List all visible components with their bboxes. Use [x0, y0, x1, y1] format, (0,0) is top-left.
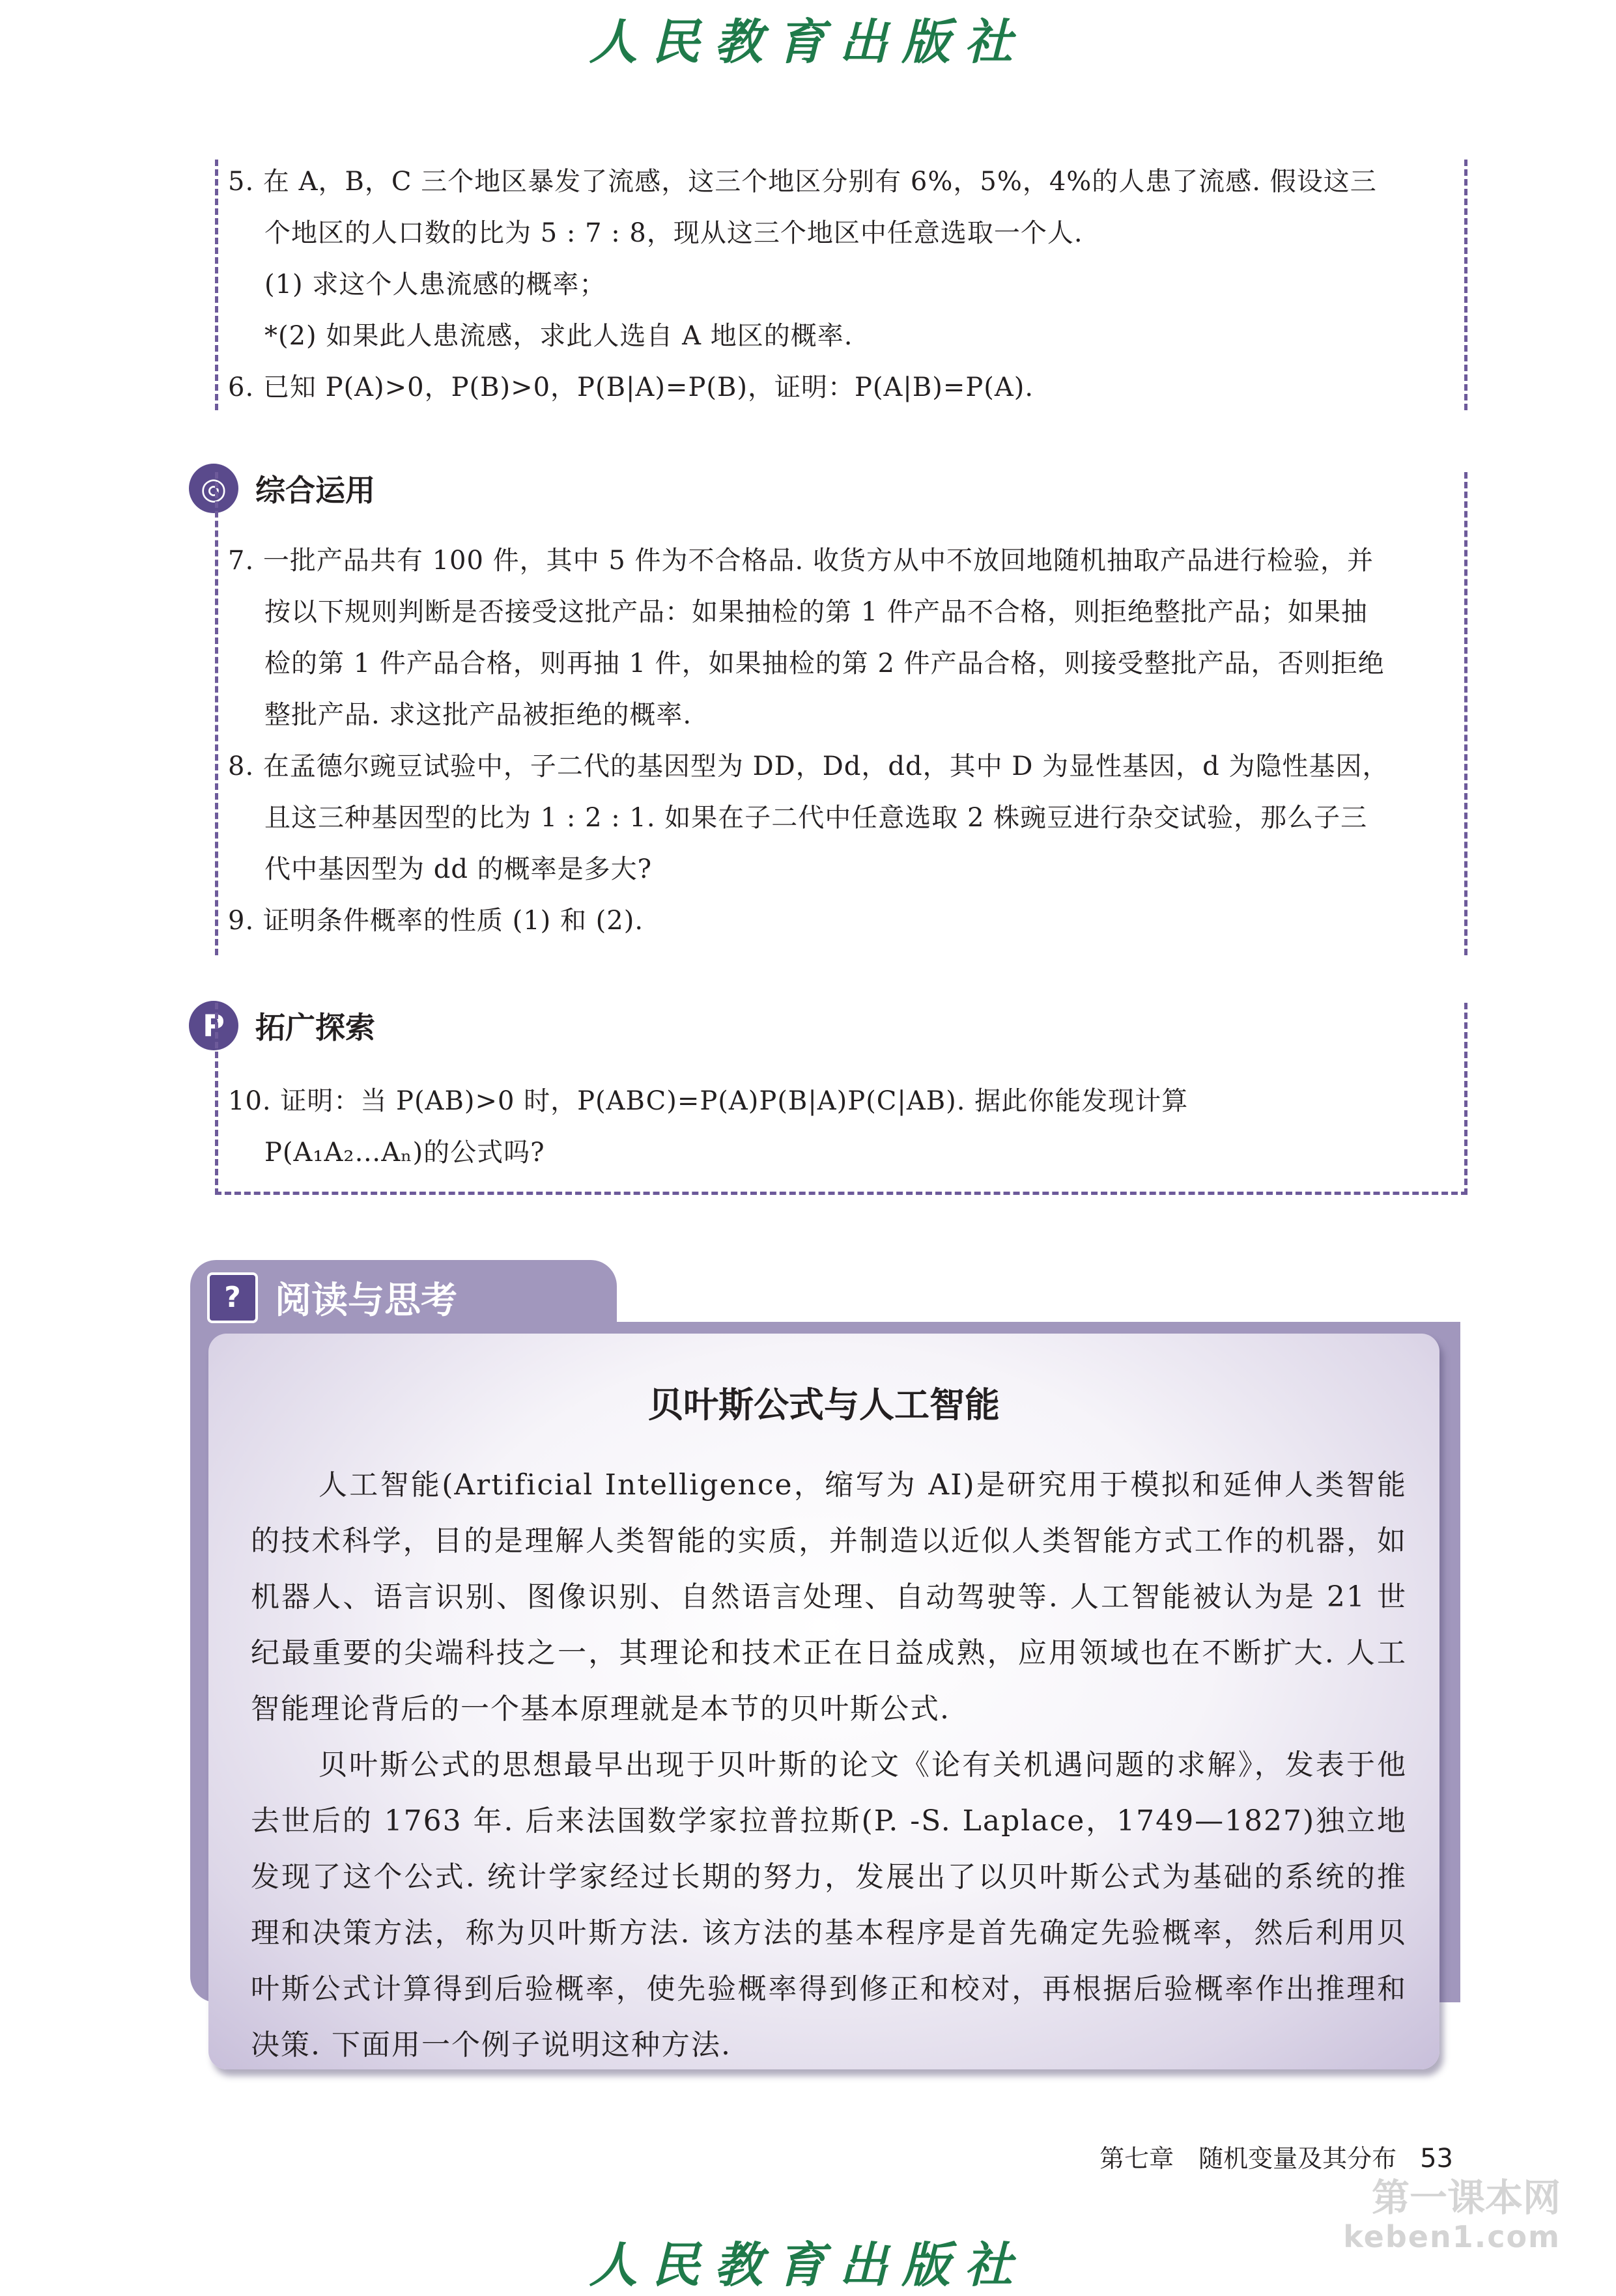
- publisher-logo-top: 人民教育出版社: [589, 14, 1027, 70]
- site-watermark-en: keben1.com: [1343, 2219, 1561, 2254]
- question-9: 9. 证明条件概率的性质 (1) 和 (2).: [228, 906, 644, 936]
- question-7-line-3: 检的第 1 件产品合格，则再抽 1 件，如果抽检的第 2 件产品合格，则接受整批产品，否则拒绝: [264, 649, 1385, 679]
- page-number: 53: [1420, 2144, 1453, 2174]
- site-watermark-cn: 第一课本网: [1371, 2176, 1561, 2220]
- section-badge-icon: P: [189, 1001, 238, 1050]
- section-badge-icon: ◎: [189, 464, 238, 513]
- reading-title: 贝叶斯公式与人工智能: [648, 1384, 1000, 1425]
- question-10-line-1: 10. 证明：当 P(AB)>0 时，P(ABC)=P(A)P(B|A)P(C|AB). 据此你能发现计算: [228, 1086, 1189, 1116]
- question-7-line-2: 按以下规则判断是否接受这批产品：如果抽检的第 1 件产品不合格，则拒绝整批产品；如果抽: [264, 597, 1368, 627]
- question-book-icon: ?: [207, 1272, 258, 1323]
- question-7-line-4: 整批产品. 求这批产品被拒绝的概率.: [264, 700, 692, 730]
- question-8-line-2: 且这三种基因型的比为 1 : 2 : 1. 如果在子二代中任意选取 2 株豌豆进行杂交试验，那么子三: [264, 803, 1368, 833]
- reading-paragraph-2: 贝叶斯公式的思想最早出现于贝叶斯的论文《论有关机遇问题的求解》，发表于他去世后的 1763 年. 后来法国数学家拉普拉斯(P. -S. Laplace，1749—1827)独立地发现了这个公式. 统计学家经过长期的努力，发展出了以贝叶斯公式为基础的系统的推理和决策方法，称为贝叶斯方法. 该方法的基本程序是首先确定先验概率，然后利用贝叶斯公式计算得到后验概率，使先验概率得到修正和校对，再根据后验概率作出推理和决策. 下面用一个例子说明这种方法.: [251, 1748, 1407, 2062]
- reading-tab: [207, 1267, 457, 1328]
- page-footer: [1099, 2138, 1453, 2174]
- question-8-line-3: 代中基因型为 dd 的概率是多大?: [264, 854, 653, 884]
- question-5-line-1: 5. 在 A，B，C 三个地区暴发了流感，这三个地区分别有 6%，5%，4%的人患了流感. 假设这三: [228, 167, 1377, 197]
- question-8-line-1: 8. 在孟德尔豌豆试验中，子二代的基因型为 DD，Dd，dd，其中 D 为显性基因，d 为隐性基因，: [228, 751, 1389, 781]
- question-6: 6. 已知 P(A)>0，P(B)>0，P(B|A)=P(B)，证明：P(A|B)=P(A).: [228, 372, 1034, 402]
- question-5-sub-1: (1) 求这个人患流感的概率；: [264, 270, 606, 300]
- question-5-line-2: 个地区的人口数的比为 5 : 7 : 8，现从这三个地区中任意选取一个人.: [264, 218, 1083, 248]
- question-7-line-1: 7. 一批产品共有 100 件，其中 5 件为不合格品. 收货方从中不放回地随机抽取产品进行检验，并: [228, 546, 1374, 576]
- section-title: 拓广探索: [255, 1010, 375, 1045]
- publisher-logo-bottom: 人民教育出版社: [589, 2237, 1027, 2293]
- chapter-label: 第七章 随机变量及其分布: [1099, 2144, 1397, 2173]
- reading-tab-title: 阅读与思考: [275, 1279, 457, 1322]
- section-title: 综合运用: [255, 473, 375, 508]
- question-10-line-2: P(A₁A₂…Aₙ)的公式吗?: [264, 1138, 545, 1168]
- reading-paragraph-1: 人工智能(Artificial Intelligence，缩写为 AI)是研究用于模拟和延伸人类智能的技术科学，目的是理解人类智能的实质，并制造以近似人类智能方式工作的机器，如机器人、语言识别、图像识别、自然语言处理、自动驾驶等. 人工智能被认为是 21 世纪最重要的尖端科技之一，其理论和技术正在日益成熟，应用领域也在不断扩大. 人工智能理论背后的一个基本原理就是本节的贝叶斯公式.: [251, 1468, 1407, 1726]
- question-5-sub-2: *(2) 如果此人患流感，求此人选自 A 地区的概率.: [264, 321, 853, 351]
